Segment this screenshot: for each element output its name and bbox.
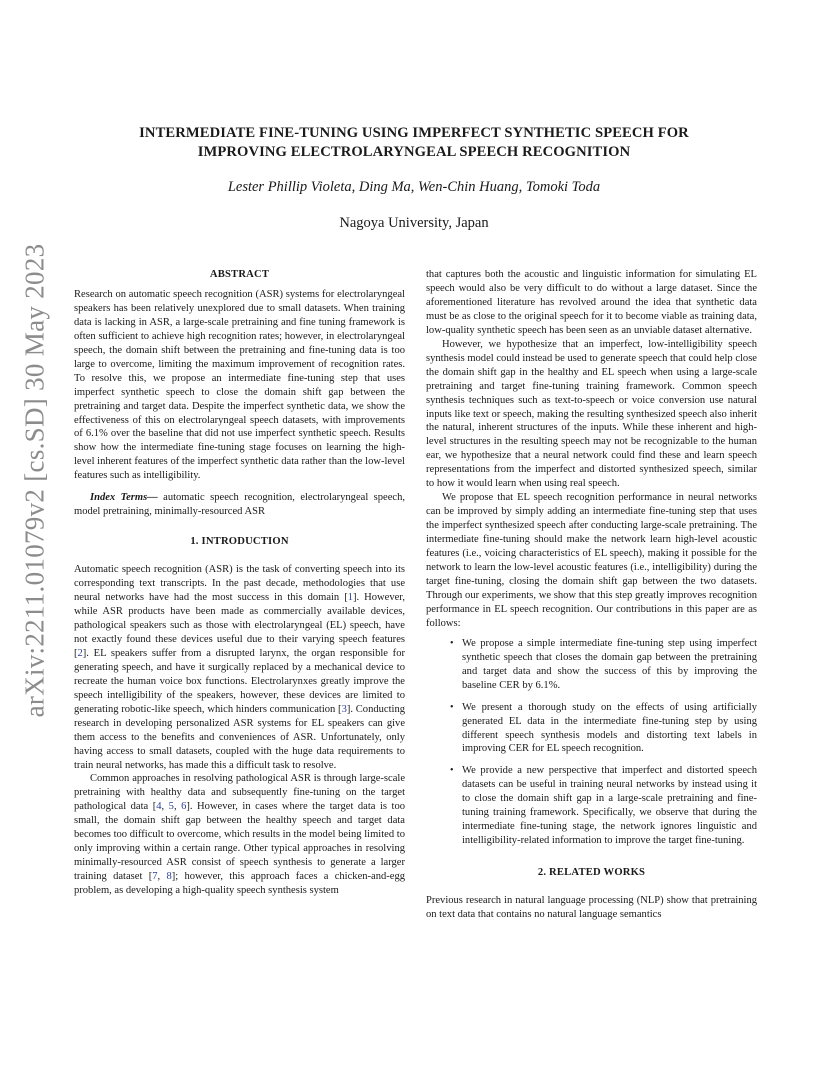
contribution-text: We provide a new perspective that imperfect and distorted speech datasets can be useful in training neural networks by instead using it to close the domain shift gap in a large-scale pretraining and fine-tuning training framework. Specifically, we observe that during the intermediate fine-tuning stage, the network ignores linguistic and intelligibility-related information to improve the target fine-tuning. [462,765,757,847]
citation-link[interactable]: 4 [156,801,162,813]
contributions-list [426,637,757,848]
intro-paragraph-3: However, we hypothesize that an imperfect, low-intelligibility speech synthesis model could instead be used to generate speech that could help close the domain shift gap in the healthy and EL speech when using a large-scale pretraining and target fine-tuning training framework. Common speech synthesis techniques such as text-to-speech or voice conversion use natural inputs like text or speech, making the resulting synthesized speech also inherit the natural, inherent structures of the inputs. While these inherent and high-level structures in the resulting speech may not be recognizable to the human ear, we hypothesize that a neural network could find these and learn speech representations from the imperfect and distorted synthesized speech, similar to how it would learn when using real speech. [426,338,757,490]
bullet-marker: • [450,765,454,777]
right-column [426,268,757,922]
introduction-heading: 1. INTRODUCTION [190,536,289,548]
intro-p1-text-d: ]. Conducting research in developing personalized ASR systems for EL speakers can give them access to the benefits and conveniences of ASR. Unfortunately, only having access to small datasets, coupled with the huge data requirements to train neural networks, has made this a difficult task to resolve. [74,703,405,771]
intro-p1-text-c: ]. EL speakers suffer from a disrupted larynx, the organ responsible for generating speech, and have it surgically replaced by a mechanical device to recreate the human voice box functions. Electrolarynxes greatly improve the speech intelligibility of the speakers, however, these devices are limited to generating robotic-like speech, which hinders communication [ [74,647,405,715]
index-terms [74,491,405,519]
index-terms-label: Index Terms— [90,492,158,504]
intro-p2-text-c: ]; however, this approach faces a chicken-and-egg problem, as developing a high-quality speech synthesis system [74,871,406,897]
intro-p1-text-a: Automatic speech recognition (ASR) is the task of converting speech into its corresponding text transcripts. In the past decade, methodologies that use neural networks have had the most success in this domain [ [74,564,405,604]
bullet-marker: • [450,701,454,713]
contribution-text: We present a thorough study on the effects of using artificially generated EL data in the intermediate fine-tuning step by using different speech synthesis models and distorting text labels in improving CER for EL speech recognition. [462,701,757,755]
left-column [74,268,405,898]
citation-separator: , [173,801,182,813]
intro-p2-text-a: Common approaches in resolving pathological ASR is through large-scale pretraining with healthy data and subsequently fine-tuning on the target pathological data [ [74,773,405,813]
intro-paragraph-1 [74,563,405,772]
related-works-heading: 2. RELATED WORKS [537,867,646,879]
title-line-1: INTERMEDIATE FINE-TUNING USING IMPERFECT SYNTHETIC SPEECH FOR [139,125,689,141]
citation-link[interactable]: 5 [168,801,174,813]
citation-link[interactable]: 7 [152,871,158,883]
author-list: Lester Phillip Violeta, Ding Ma, Wen-Chin Huang, Tomoki Toda [227,179,601,195]
paper-title [80,124,748,162]
abstract-body: Research on automatic speech recognition (ASR) systems for electrolaryngeal speakers has been relatively unexplored due to small datasets. When training data is lacking in ASR, a large-scale pretraining and fine tuning framework is often sufficient to achieve high recognition rates; however, in electrolaryngeal speech, the domain shift between the pretraining and fine-tuning data is too large to overcome, limiting the maximum improvement of recognition rates. To resolve this, we propose an intermediate fine-tuning step that uses imperfect synthetic speech to close the domain shift gap between the pretraining and target data. Despite the imperfect synthetic data, we show the effectiveness of this on electrolaryngeal speech datasets, with improvements of 6.1% over the baseline that did not use imperfect synthetic speech. Results show how the intermediate fine-tuning stage focuses on learning the high-level inherent features of the imperfect synthetic data rather than the low-level features such as intelligibility. [74,288,405,482]
title-line-2: IMPROVING ELECTROLARYNGEAL SPEECH RECOGNITION [197,144,631,160]
intro-paragraph-2-continued: that captures both the acoustic and linguistic information for simulating EL speech would also be very difficult to do without a large dataset. Since the aforementioned literature has revolved around the idea that synthetic data must be as close to the original speech for it to become viable as training data, low-quality synthetic speech has been seen as an unviable dataset alternative. [426,269,757,336]
intro-paragraph-4: We propose that EL speech recognition performance in neural networks can be improved by simply adding an intermediate fine-tuning step that uses the imperfect synthesized speech after conducting large-scale pretraining. The intermediate fine-tuning should make the network learn high-level acoustic features (i.e., voicing characteristics of EL speech), making it possible for the network to learn the low-level acoustic features (i.e., intelligibility) during the target fine-tuning, closing the domain shift gap between the two datasets. Through our experiments, we show that this step greatly improves recognition performance in EL speech recognition. Our contributions in this paper are as follows: [426,492,757,629]
citation-link[interactable]: 3 [341,703,347,715]
arxiv-identifier [10,243,60,717]
citation-link[interactable]: 2 [77,647,83,659]
intro-p2-text-b: ]. However, in cases where the target data is too small, the domain shift gap between the healthy speech and target data becomes too difficult to overcome, which results in the model being limited to only improving within a certain range. Other typical approaches in resolving minimally-resourced ASR consist of speech synthesis to generate a larger training dataset [ [74,801,405,883]
citation-separator: , [157,871,167,883]
index-terms-text: automatic speech recognition, electrolaryngeal speech, model pretraining, minimally-resourced ASR [74,492,405,518]
arxiv-identifier-text: arXiv:2211.01079v2 [cs.SD] 30 May 2023 [19,243,50,717]
intro-p1-text-b: ]. However, while ASR products have been made as commercially available devices, pathological speakers such as those with electrolaryngeal (EL) speech, have not exactly found these devices useful due to their varying speech features [ [74,592,406,659]
citation-link[interactable]: 1 [347,592,353,604]
related-works-paragraph: Previous research in natural language processing (NLP) show that pretraining on text data that contains no natural language semantics [426,895,757,921]
intro-paragraph-2 [74,772,405,898]
contribution-text: We propose a simple intermediate fine-tuning step using imperfect synthetic speech that closes the domain gap between the pretraining and target data and show the success of this by improving the baseline CER by 6.1%. [462,637,757,691]
bullet-marker: • [450,637,454,649]
citation-link[interactable]: 8 [166,871,172,883]
citation-separator: , [161,801,169,813]
contribution-item [426,764,757,848]
contribution-item [426,701,757,757]
affiliation: Nagoya University, Japan [339,215,489,231]
abstract-heading: ABSTRACT [209,269,270,280]
citation-link[interactable]: 6 [181,801,187,813]
contribution-item [426,637,757,693]
